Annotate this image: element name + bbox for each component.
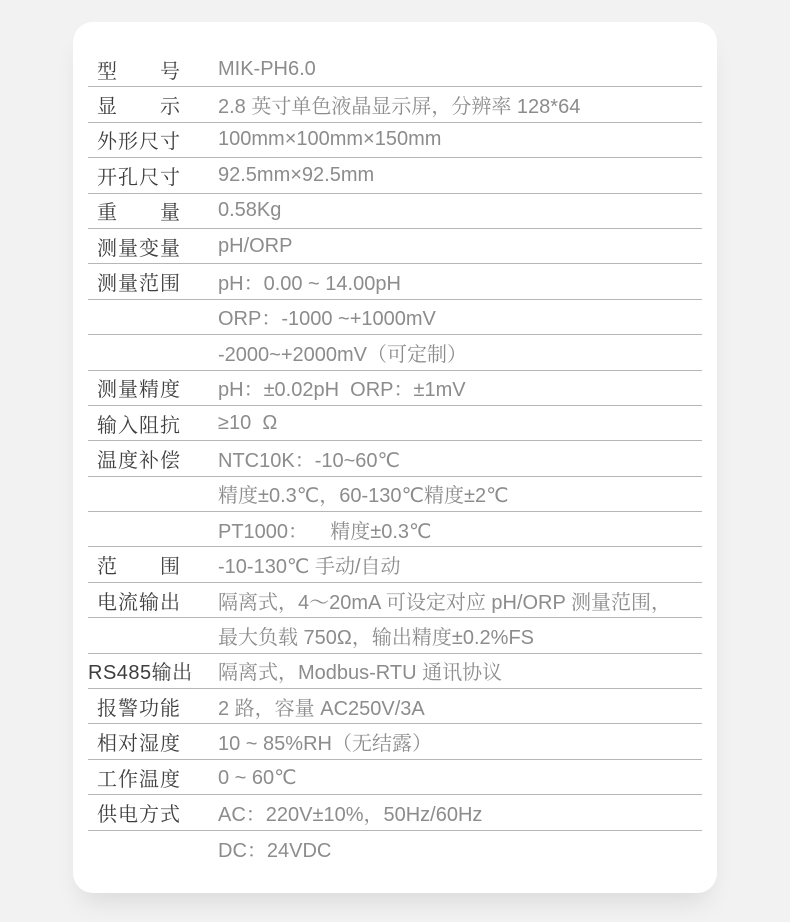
row-value: 0.58Kg (218, 199, 282, 222)
row-label: 测量变量 (97, 237, 181, 260)
row-value: 0 ~ 60℃ (218, 766, 297, 789)
row-value: 10 ~ 85%RH（无结露） (218, 733, 432, 756)
row-value: ≥10 Ω (218, 411, 278, 434)
table-row (88, 831, 702, 866)
table-row (88, 547, 702, 582)
table-row (88, 795, 702, 830)
table-row (88, 654, 702, 689)
table-row (88, 158, 702, 193)
table-row (88, 194, 702, 229)
table-row (88, 123, 702, 158)
table-row (88, 512, 702, 547)
row-label: RS485输出 (88, 662, 193, 685)
row-label: 外形尺寸 (97, 131, 181, 154)
table-row (88, 689, 702, 724)
row-value: 隔离式，4～20mA 可设定对应 pH/ORP 测量范围， (218, 591, 672, 614)
row-label: 温度补偿 (97, 449, 181, 472)
row-label: 电流输出 (97, 591, 181, 614)
row-value: DC：24VDC (218, 839, 332, 862)
table-row (88, 441, 702, 476)
row-label: 显 示 (97, 96, 181, 119)
table-row (88, 406, 702, 441)
row-value: 2 路，容量 AC250V/3A (218, 697, 425, 720)
table-row (88, 724, 702, 759)
table-row (88, 229, 702, 264)
row-label: 范 围 (97, 556, 181, 579)
row-label: 相对湿度 (97, 733, 181, 756)
table-row (88, 371, 702, 406)
row-label: 开孔尺寸 (97, 166, 181, 189)
row-label: 报警功能 (97, 697, 181, 720)
row-value: NTC10K：-10~60℃ (218, 449, 400, 472)
row-label: 输入阻抗 (97, 414, 181, 437)
table-row (88, 477, 702, 512)
table-row (88, 760, 702, 795)
row-label: 重 量 (97, 202, 181, 225)
row-value: ORP：-1000 ~+1000mV (218, 308, 436, 331)
row-value: pH：±0.02pH ORP：±1mV (218, 379, 466, 402)
row-value: 最大负载 750Ω，输出精度±0.2%FS (218, 626, 534, 649)
row-label: 工作温度 (97, 768, 181, 791)
row-value: -10-130℃ 手动/自动 (218, 556, 401, 579)
table-row (88, 264, 702, 299)
row-value: 2.8 英寸单色液晶显示屏，分辨率 128*64 (218, 96, 581, 119)
table-row (88, 583, 702, 618)
row-value: 100mm×100mm×150mm (218, 128, 442, 151)
row-value: MIK-PH6.0 (218, 57, 316, 80)
row-label: 测量范围 (97, 273, 181, 296)
row-value: 隔离式，Modbus-RTU 通讯协议 (218, 662, 503, 685)
table-row (88, 618, 702, 653)
table-row (88, 87, 702, 122)
row-value: 92.5mm×92.5mm (218, 163, 375, 186)
spec-card (73, 22, 717, 893)
row-label: 型 号 (97, 60, 181, 83)
row-value: 精度±0.3℃，60-130℃精度±2℃ (218, 485, 509, 508)
row-value: pH：0.00 ~ 14.00pH (218, 273, 401, 296)
row-value: -2000~+2000mV（可定制） (218, 343, 468, 366)
table-row (88, 300, 702, 335)
row-value: pH/ORP (218, 234, 293, 257)
row-label: 供电方式 (97, 803, 181, 826)
table-row (88, 52, 702, 87)
table-row (88, 335, 702, 370)
row-value: AC：220V±10%，50Hz/60Hz (218, 803, 483, 826)
row-value: PT1000： 精度±0.3℃ (218, 520, 432, 543)
row-label: 测量精度 (97, 379, 181, 402)
spec-table (88, 52, 702, 866)
